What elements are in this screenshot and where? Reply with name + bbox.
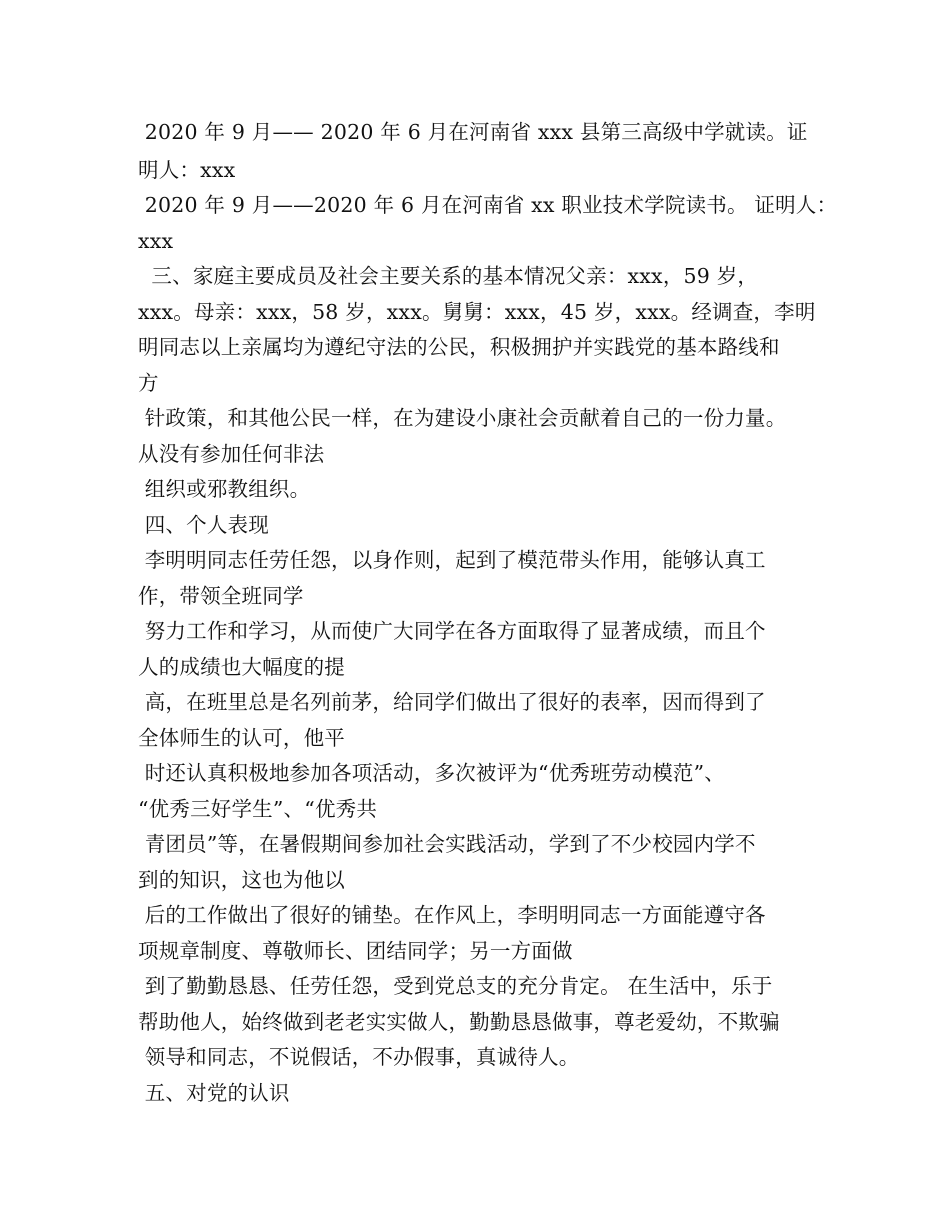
text-line: 高，在班里总是名列前茅，给同学们做出了很好的表率，因而得到了 (138, 690, 766, 714)
text-line: 人的成绩也大幅度的提 (138, 655, 345, 679)
text-line: 全体师生的认可，他平 (138, 726, 345, 750)
text-line: 三、家庭主要成员及社会主要关系的基本情况父亲：xxx，59 岁， (138, 264, 759, 288)
text-line: 领导和同志，不说假话，不办假事，真诚待人。 (138, 1045, 580, 1069)
text-line: 明同志以上亲属均为遵纪守法的公民，积极拥护并实践党的基本路线和 (138, 335, 780, 359)
text-line: 明人：xxx (138, 158, 236, 182)
text-line: 2020 年 9 月——2020 年 6 月在河南省 xx 职业技术学院读书。 证明人： (138, 193, 838, 217)
text-line: 后的工作做出了很好的铺垫。在作风上，李明明同志一方面能遵守各 (138, 903, 766, 927)
text-line: xxx。母亲：xxx，58 岁，xxx。舅舅：xxx，45 岁，xxx。经调查，李明 (138, 300, 816, 324)
text-line: “优秀三好学生”、“优秀共 (138, 797, 378, 821)
text-line: 到的知识，这也为他以 (138, 868, 345, 892)
text-line: 从没有参加任何非法 (138, 442, 325, 466)
text-line: 青团员”等，在暑假期间参加社会实践活动，学到了不少校园内学不 (138, 832, 756, 856)
section-heading: 五、对党的认识 (138, 1081, 290, 1105)
section-heading: 四、个人表现 (138, 513, 269, 537)
text-line: 2020 年 9 月—— 2020 年 6 月在河南省 xxx 县第三高级中学就读。证 (138, 120, 808, 144)
text-line: 帮助他人，始终做到老老实实做人，勤勤恳恳做事，尊老爱幼，不欺骗 (138, 1010, 780, 1034)
text-line: 到了勤勤恳恳、任劳任怨，受到党总支的充分肯定。 在生活中，乐于 (138, 974, 773, 998)
text-line: 针政策，和其他公民一样，在为建设小康社会贡献着自己的一份力量。 (138, 406, 787, 430)
text-line: 项规章制度、尊敬师长、团结同学；另一方面做 (138, 939, 573, 963)
text-line: xxx (138, 229, 174, 253)
text-line: 方 (138, 371, 159, 395)
text-line: 李明明同志任劳任怨，以身作则，起到了模范带头作用，能够认真工 (138, 548, 766, 572)
text-line: 努力工作和学习，从而使广大同学在各方面取得了显著成绩，而且个 (138, 619, 766, 643)
text-line: 作，带领全班同学 (138, 584, 304, 608)
text-line: 组织或邪教组织。 (138, 477, 311, 501)
text-line: 时还认真积极地参加各项活动，多次被评为“优秀班劳动模范”、 (138, 761, 725, 785)
